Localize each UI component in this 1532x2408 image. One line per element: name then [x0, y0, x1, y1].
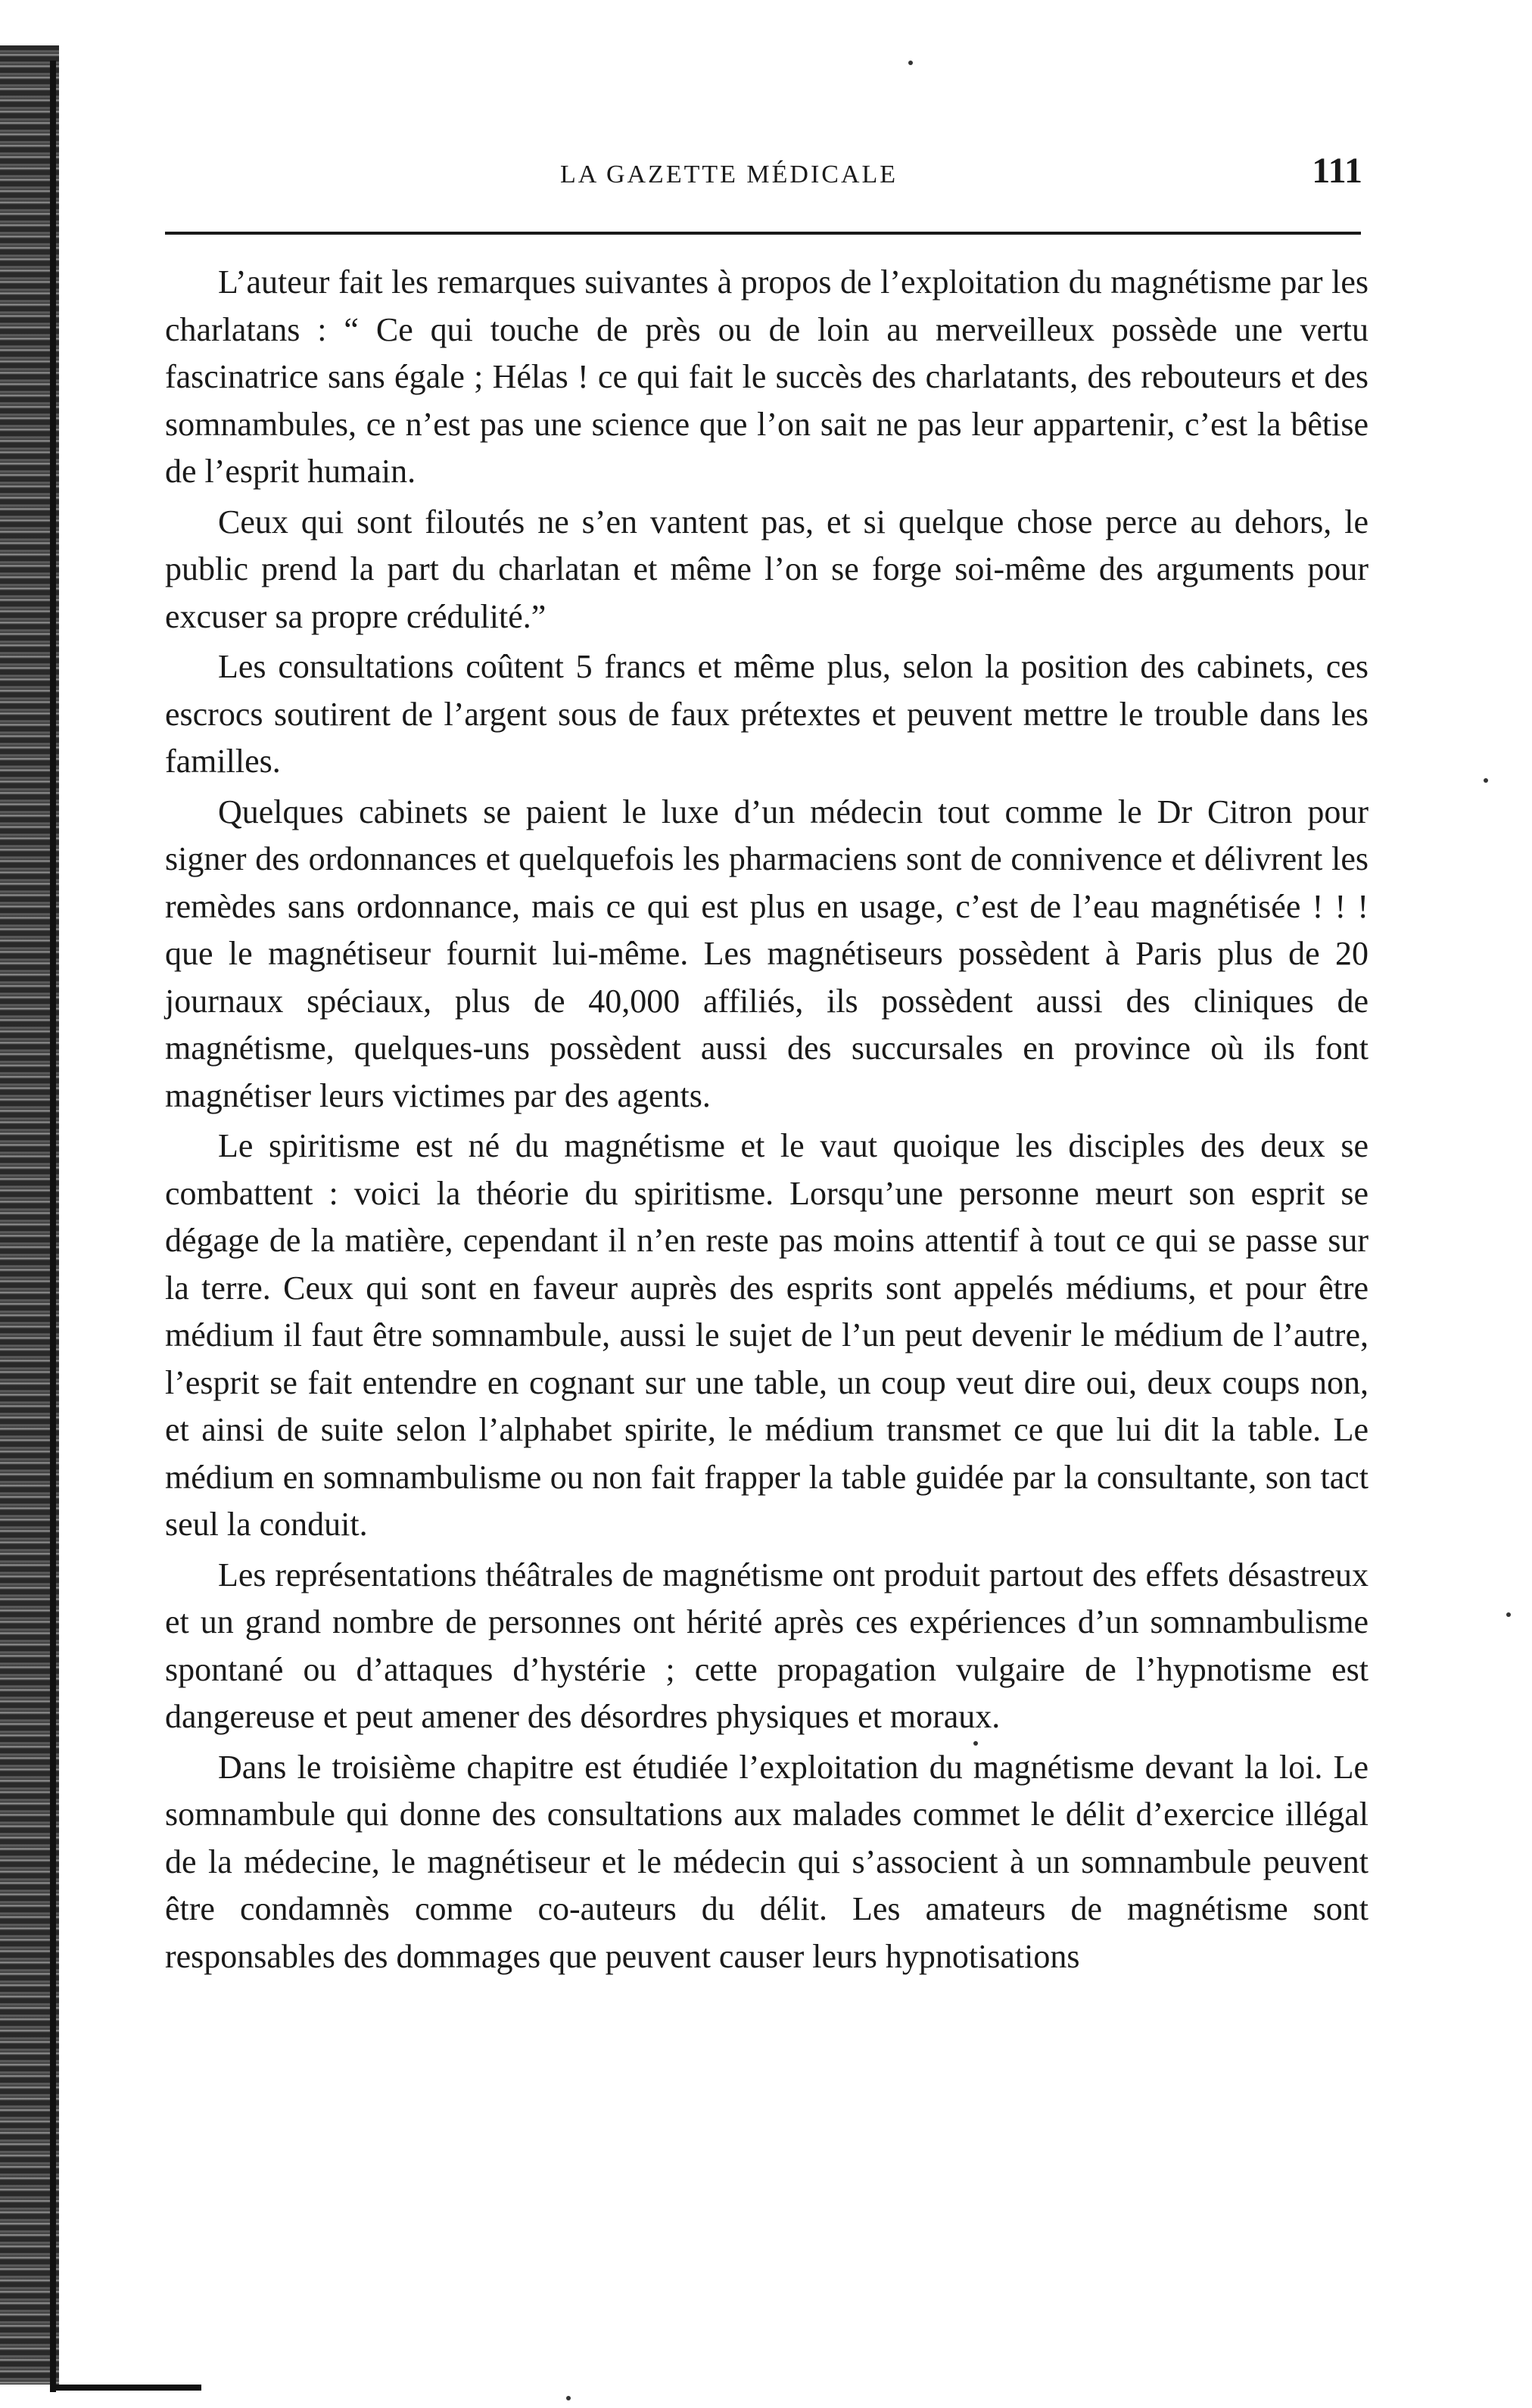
page-number: 111	[1312, 151, 1362, 191]
paragraph: Le spiritisme est né du magnétisme et le vaut quoique les disciples des deux se combattent : voici la théorie du spiritisme. Lorsqu’une personne meurt son esprit se dégage de la matière, cependant il n’en reste pas moins attentif à tout ce qui se passe sur la terre. Ceux qui sont en faveur auprès des esprits sont appelés médiums, et pour être médium il faut être somnambule, aussi le sujet de l’un peut devenir le médium de l’autre, l’esprit se fait entendre en cognant sur une table, un coup veut dire oui, deux coups non, et ainsi de suite selon l’alphabet spirite, le médium transmet ce que lui dit la table. Le médium en somnambulisme ou non fait frapper la table guidée par la consultante, son tact seul la conduit.	[165, 1127, 1369, 1543]
scan-speck	[1506, 1612, 1511, 1617]
page-corner-line	[50, 2385, 201, 2391]
scan-speck	[1484, 778, 1488, 783]
paragraph: L’auteur fait les remarques suivantes à propos de l’exploitation du magnétisme par les charlatans : “ Ce qui touche de près ou de loin au merveilleux possède une vertu fascinatrice sans égale ; Hélas ! ce qui fait le succès des charlatants, des rebouteurs et des somnambules, ce n’est pas une science que l’on sait ne pas leur appartenir, c’est la bêtise de l’esprit humain.	[165, 263, 1369, 490]
scan-speck	[973, 1741, 978, 1746]
paragraph: Ceux qui sont filoutés ne s’en vantent pas, et si quelque chose perce au dehors, le public prend la part du charlatan et même l’on se forge soi-même des arguments pour excuser sa propre crédulité.”	[165, 503, 1369, 635]
paragraph: Les représentations théâtrales de magnétisme ont produit partout des effets désastreux et un grand nombre de personnes ont hérité après ces expériences d’un somnambulisme spontané ou d’attaques d’hystérie ; cette propagation vulgaire de l’hypnotisme est dangereuse et peut amener des désordres physiques et moraux.	[165, 1556, 1369, 1735]
header-rule	[165, 232, 1361, 235]
scan-speck	[908, 61, 913, 65]
page-edge-line	[50, 61, 56, 2392]
body-text	[165, 259, 1369, 1980]
running-title: LA GAZETTE MÉDICALE	[560, 160, 898, 188]
scan-speck	[566, 2396, 571, 2400]
paragraph: Dans le troisième chapitre est étudiée l’exploitation du magnétisme devant la loi. Le somnambule qui donne des consultations aux malades commet le délit d’exercice illégal de la médecine, le magnétiseur et le médecin qui s’associent à un somnambule peuvent être condamnès comme co-auteurs du délit. Les amateurs de magnétisme sont responsables des dommages que peuvent causer leurs hypnotisations	[165, 1748, 1369, 1975]
page-header	[167, 150, 1362, 195]
paragraph: Les consultations coûtent 5 francs et même plus, selon la position des cabinets, ces escrocs soutirent de l’argent sous de faux prétextes et peuvent mettre le trouble dans les familles.	[165, 648, 1369, 780]
paragraph: Quelques cabinets se paient le luxe d’un médecin tout comme le Dr Citron pour signer des ordonnances et quelquefois les pharmaciens sont de connivence et délivrent les remèdes sans ordonnance, mais ce qui est plus en usage, c’est de l’eau magnétisée ! ! ! que le magnétiseur fournit lui-même. Les magnétiseurs possèdent à Paris plus de 20 journaux spéciaux, plus de 40,000 affiliés, ils possèdent aussi des cliniques de magnétisme, quelques-uns possèdent aussi des succursales en province où ils font magnétiser leurs victimes par des agents.	[165, 793, 1369, 1114]
